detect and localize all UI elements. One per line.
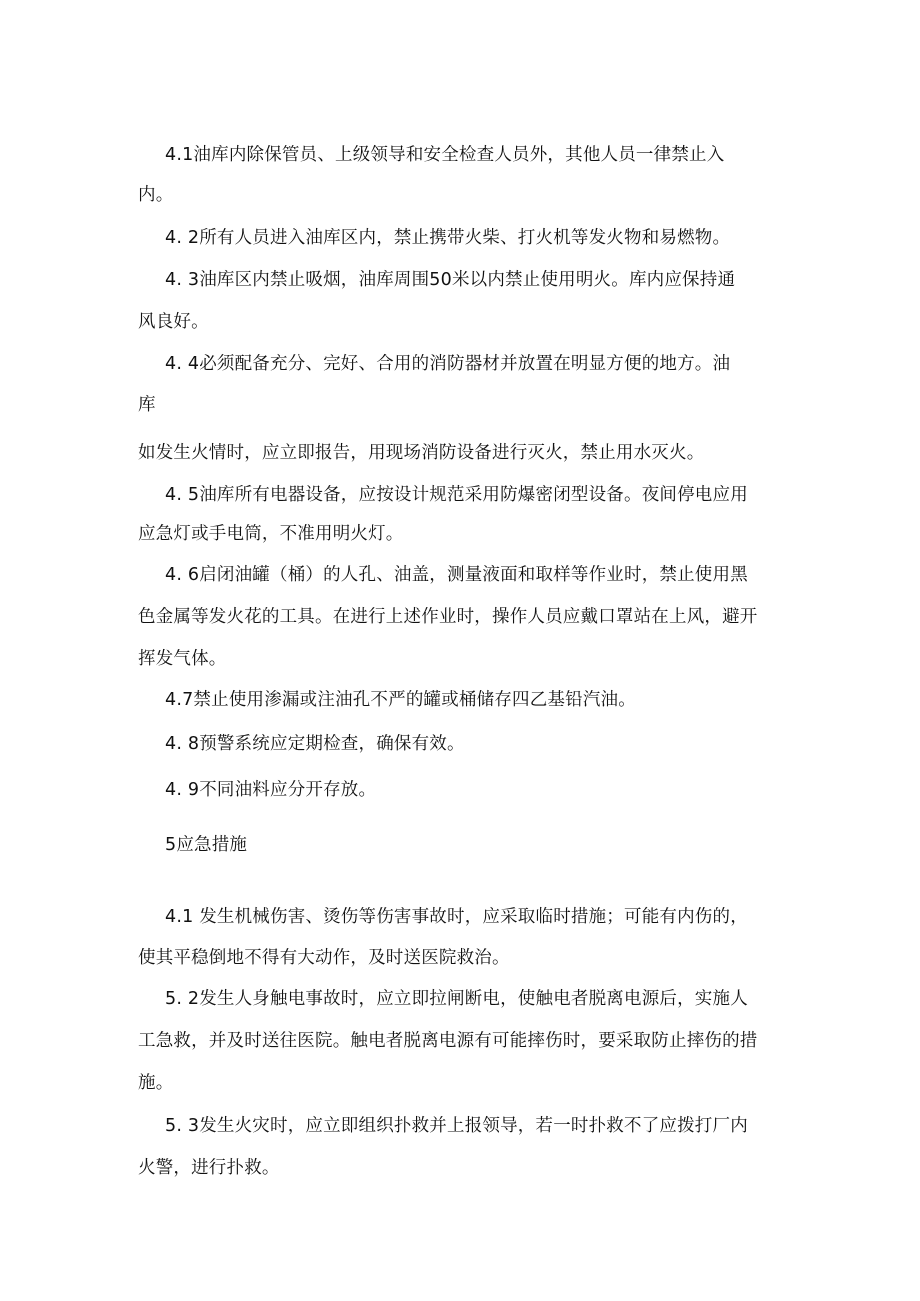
text-line: 使其平稳倒地不得有大动作，及时送医院救治。 [138,948,510,968]
text-line: 4. 5油库所有电器设备，应按设计规范采用防爆密闭型设备。夜间停电应用 [165,485,748,505]
text-line: 4. 4必须配备充分、完好、合用的消防器材并放置在明显方便的地方。油 [165,354,731,374]
text-line: 火警，进行扑救。 [138,1158,280,1178]
text-line: 4.7禁止使用渗漏或注油孔不严的罐或桶储存四乙基铅汽油。 [165,690,636,710]
text-line: 施。 [138,1073,174,1093]
text-line: 4. 2所有人员进入油库区内，禁止携带火柴、打火机等发火物和易燃物。 [165,228,731,248]
text-line: 应急灯或手电筒，不准用明火灯。 [138,524,404,544]
text-line: 色金属等发火花的工具。在进行上述作业时，操作人员应戴口罩站在上风，避开 [138,607,758,627]
text-line: 如发生火情时，应立即报告，用现场消防设备进行灭火，禁止用水灭火。 [138,443,705,463]
section-heading: 5应急措施 [165,835,248,855]
text-line: 4. 8预警系统应定期检查，确保有效。 [165,734,465,754]
text-line: 4.1 发生机械伤害、烫伤等伤害事故时，应采取临时措施；可能有内伤的， [165,907,748,927]
text-line: 4. 6启闭油罐（桶）的人孔、油盖，测量液面和取样等作业时，禁止使用黑 [165,565,748,585]
text-line: 库 [138,395,156,415]
text-line: 挥发气体。 [138,649,227,669]
text-line: 4. 3油库区内禁止吸烟，油库周围50米以内禁止使用明火。库内应保持通 [165,270,736,290]
text-line: 内。 [138,185,174,205]
text-line: 4. 9不同油料应分开存放。 [165,780,377,800]
text-line: 工急救，并及时送往医院。触电者脱离电源有可能摔伤时，要采取防止摔伤的措 [138,1031,758,1051]
text-line: 4.1油库内除保管员、上级领导和安全检查人员外，其他人员一律禁止入 [165,145,725,165]
text-line: 5. 3发生火灾时，应立即组织扑救并上报领导，若一时扑救不了应拨打厂内 [165,1116,748,1136]
text-line: 5. 2发生人身触电事故时，应立即拉闸断电，使触电者脱离电源后，实施人 [165,989,748,1009]
text-line: 风良好。 [138,312,209,332]
